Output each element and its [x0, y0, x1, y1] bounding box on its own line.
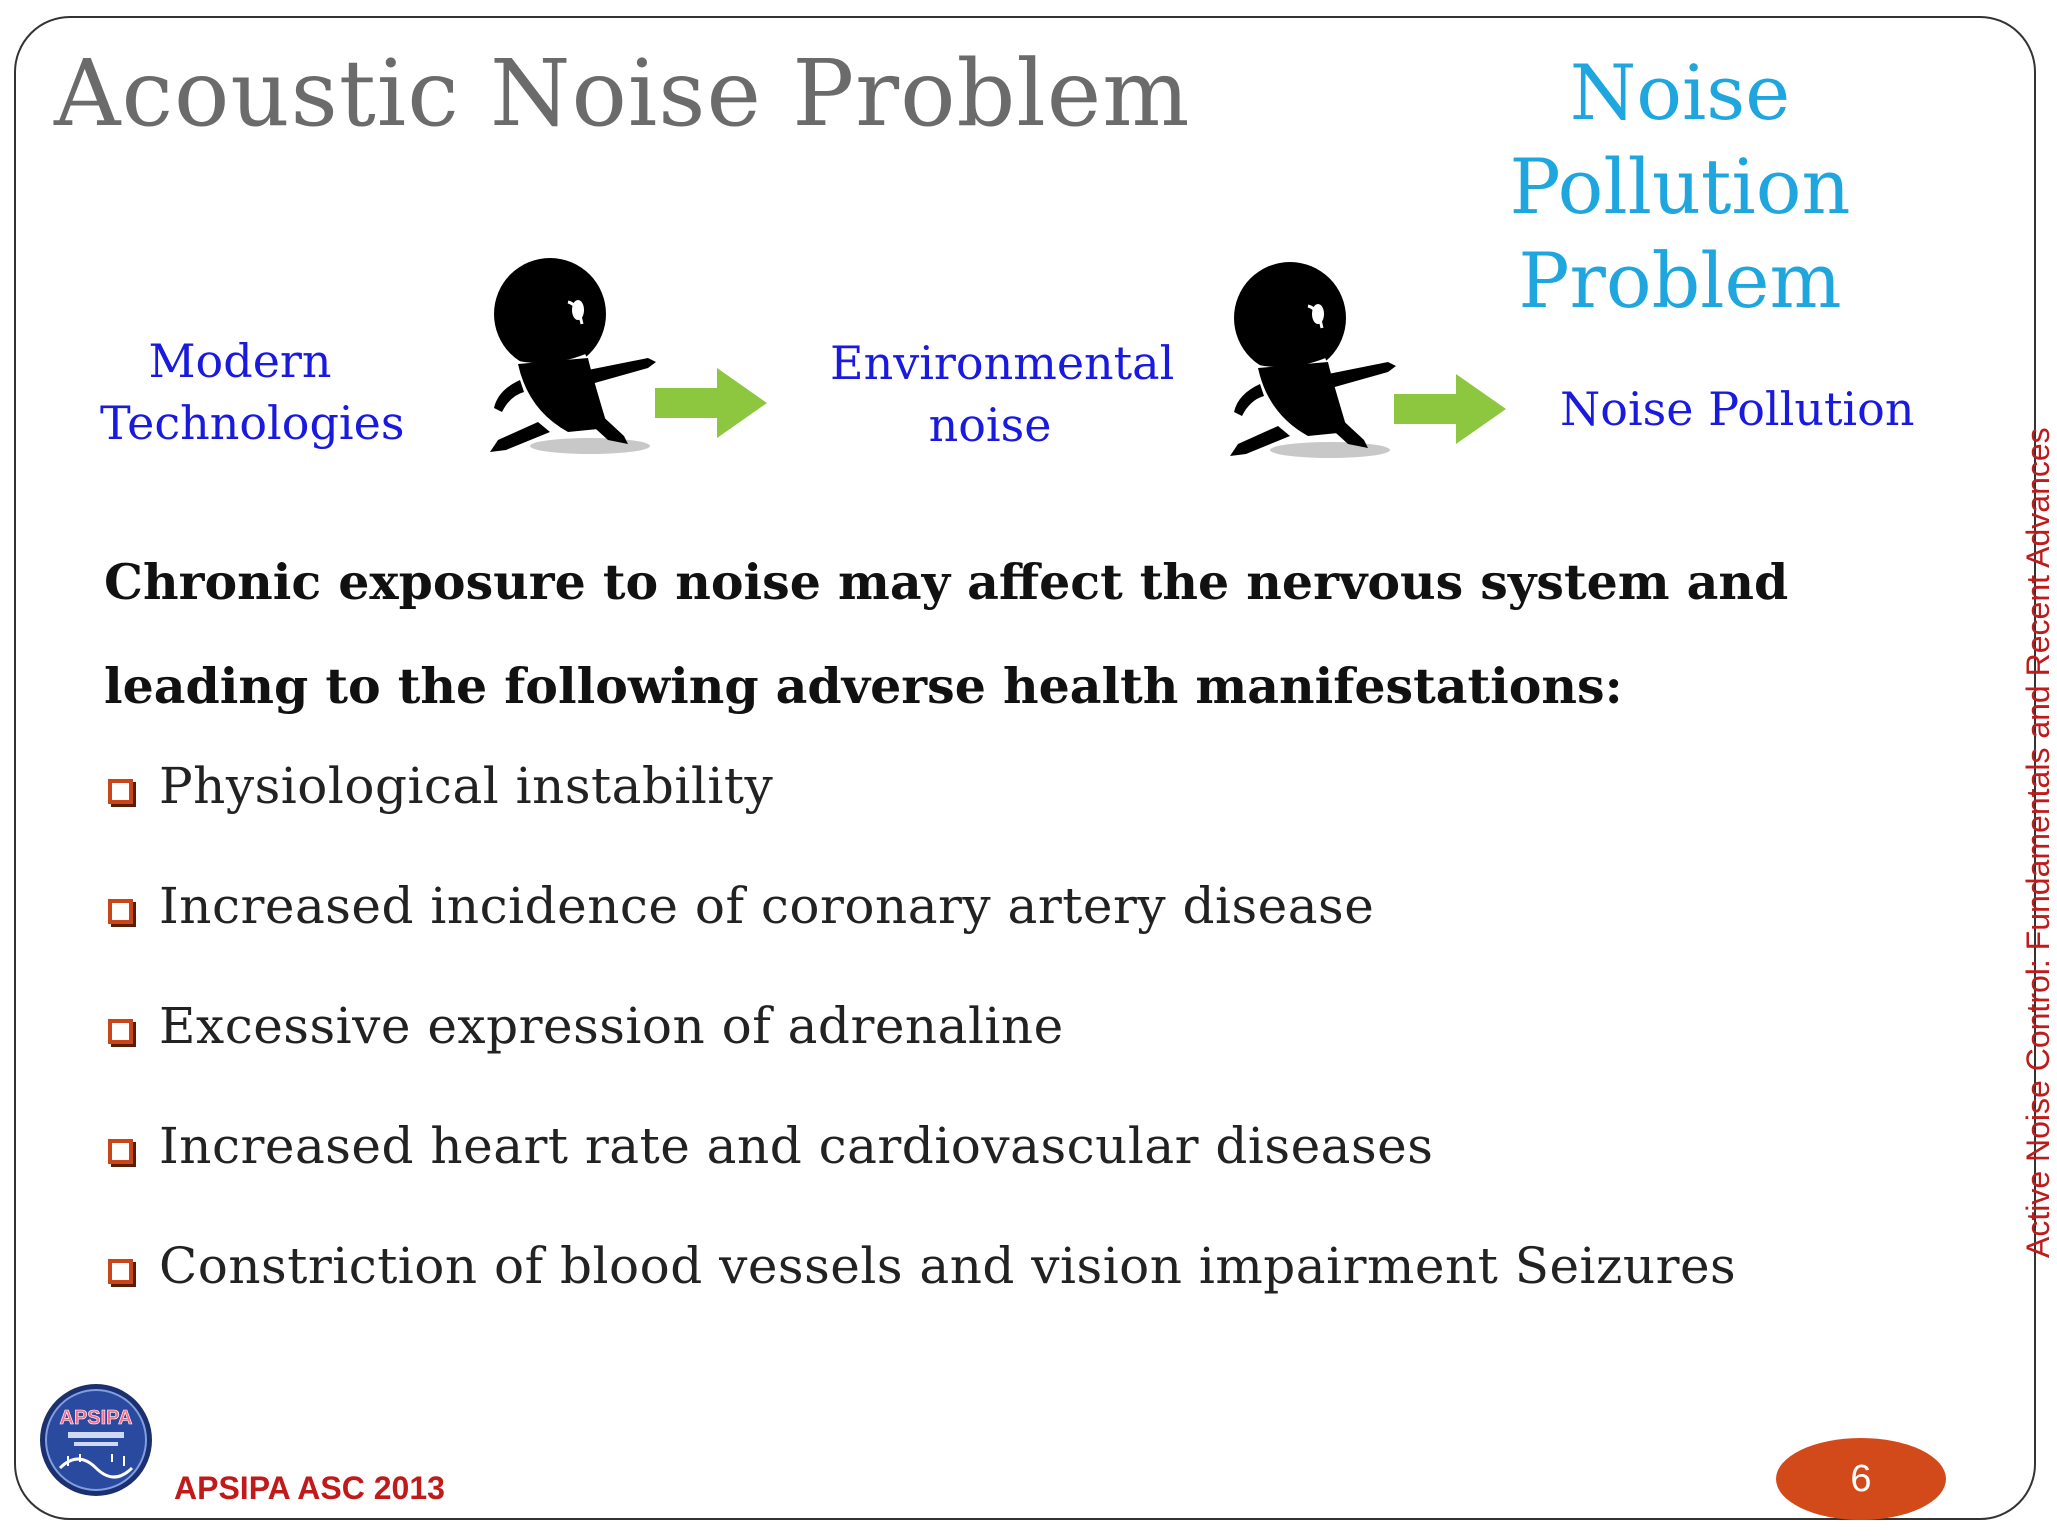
list-item — [108, 997, 1736, 1117]
checkbox-bullet-icon — [108, 899, 133, 924]
effects-list — [108, 757, 1736, 1357]
list-item — [108, 1117, 1736, 1237]
list-item-text: Increased heart rate and cardiovascular diseases — [159, 1117, 1434, 1175]
footer-conference: APSIPA ASC 2013 — [174, 1470, 445, 1506]
page-number: 6 — [1850, 1457, 1872, 1500]
list-item-text: Physiological instability — [159, 757, 774, 815]
intro-paragraph — [104, 530, 1944, 738]
page-number-badge — [1776, 1438, 1946, 1520]
list-item — [108, 1237, 1736, 1357]
list-item-text: Excessive expression of adrenaline — [159, 997, 1064, 1055]
list-item-text: Constriction of blood vessels and vision impairment Seizures — [159, 1237, 1737, 1295]
slide-subtitle: Noise Pollution Problem — [1509, 48, 1851, 325]
flow-label-line: Environmental — [830, 336, 1175, 390]
list-item — [108, 757, 1736, 877]
checkbox-bullet-icon — [108, 779, 133, 804]
flow-label-noise-pollution — [1560, 378, 1915, 440]
list-item — [108, 877, 1736, 997]
flow-label-environmental-noise — [830, 332, 1175, 456]
slide-title: Acoustic Noise Problem — [54, 40, 1191, 147]
green-arrow-icon — [655, 368, 767, 438]
flow-label-line: Modern — [148, 334, 332, 388]
flow-label-line: noise — [928, 398, 1052, 452]
checkbox-bullet-icon — [108, 1259, 133, 1284]
green-arrow-icon — [1394, 374, 1506, 444]
list-item-text: Increased incidence of coronary artery disease — [159, 877, 1375, 935]
flow-label-line: Technologies — [100, 396, 405, 450]
side-caption: Active Noise Control: Fundamentals and Recent Advances — [2020, 427, 2056, 1258]
flow-label-modern-technologies — [100, 330, 405, 454]
checkbox-bullet-icon — [108, 1139, 133, 1164]
flow-label-line: Noise Pollution — [1560, 382, 1915, 436]
intro-text: Chronic exposure to noise may affect the nervous system and leading to the following adverse health manifestations: — [104, 553, 1789, 715]
pointing-figure-icon — [478, 252, 678, 458]
apsipa-logo — [38, 1382, 154, 1498]
logo-wordmark: APSIPA — [59, 1407, 133, 1429]
checkbox-bullet-icon — [108, 1019, 133, 1044]
pointing-figure-icon — [1218, 256, 1418, 462]
